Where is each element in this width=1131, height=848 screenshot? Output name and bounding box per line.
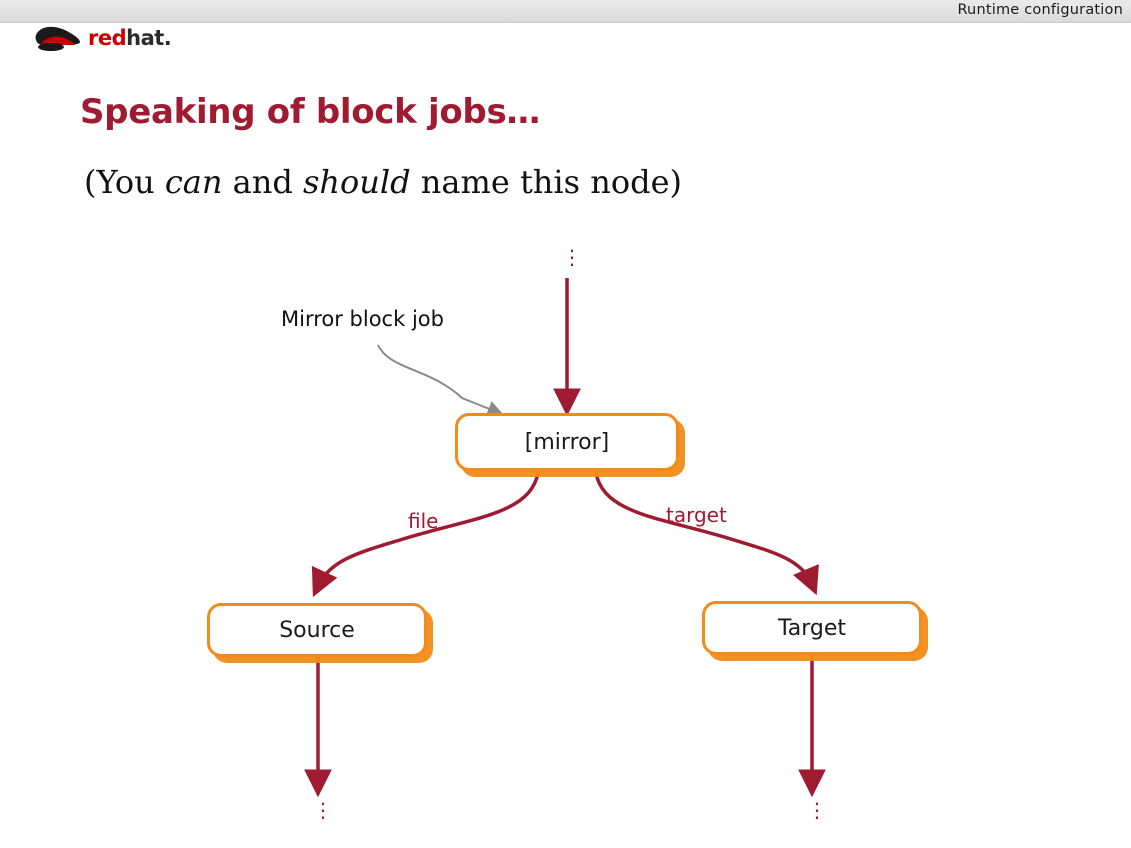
- subtitle-part-3: name this node): [410, 163, 683, 201]
- annotation-arrow-icon: [378, 345, 497, 412]
- subtitle-emphasis-should: should: [303, 163, 411, 201]
- logo-text-red: red: [88, 26, 127, 50]
- page-subtitle: [84, 163, 682, 201]
- ellipsis-source-bottom: ⋮: [313, 798, 333, 822]
- node-target-label: Target: [777, 615, 847, 641]
- ellipsis-target-bottom: ⋮: [807, 798, 827, 822]
- redhat-wordmark: [88, 26, 171, 50]
- edge-label-target: target: [666, 503, 727, 527]
- node-source-label: Source: [279, 617, 355, 643]
- node-source[interactable]: [207, 603, 427, 657]
- block-graph-diagram: [0, 230, 1131, 848]
- header-title: Runtime configuration: [957, 2, 1123, 18]
- redhat-logo: [30, 24, 190, 54]
- page-title: Speaking of block jobs…: [80, 92, 541, 132]
- edge-label-file: file: [408, 509, 439, 533]
- diagram-edges: [0, 230, 1131, 848]
- subtitle-part-2: and: [222, 163, 303, 201]
- header-bar: [0, 0, 1131, 23]
- subtitle-part-1: (You: [84, 163, 165, 201]
- edge-mirror-to-target: [596, 473, 812, 584]
- node-mirror[interactable]: [455, 413, 679, 471]
- node-target[interactable]: [702, 601, 922, 655]
- ellipsis-top: ⋮: [562, 245, 582, 269]
- annotation-mirror-block-job: Mirror block job: [281, 307, 444, 331]
- redhat-shadowman-icon: [30, 24, 86, 54]
- logo-text-dark: hat.: [126, 26, 172, 50]
- subtitle-emphasis-can: can: [164, 163, 223, 201]
- node-mirror-label: [mirror]: [524, 429, 610, 455]
